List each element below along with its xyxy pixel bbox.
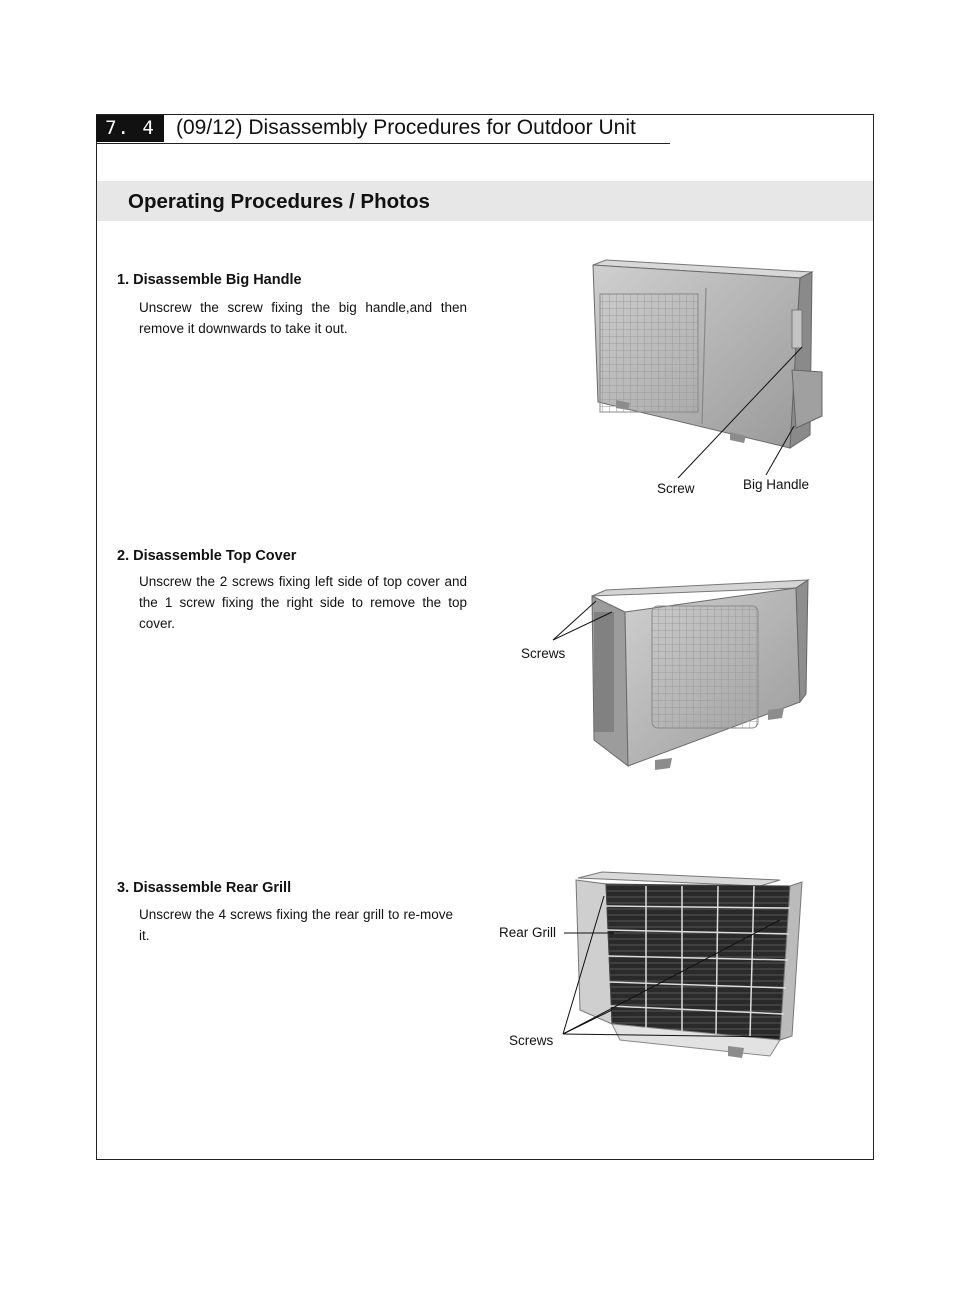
label-screw: Screw — [657, 481, 695, 496]
step-3-heading: 3. Disassemble Rear Grill — [117, 880, 292, 896]
step-3-text: Unscrew the 4 screws fixing the rear grill to re-move it. — [139, 907, 453, 943]
section-number-badge: 7. 4 — [96, 115, 164, 142]
label-screws-top-cover: Screws — [521, 646, 566, 661]
step-1-heading: 1. Disassemble Big Handle — [117, 272, 302, 288]
label-screws-rear-grill: Screws — [509, 1033, 554, 1048]
step-2-text: Unscrew the 2 screws fixing left side of top cover and the 1 screw fixing the right side to remove the top cover. — [139, 574, 467, 631]
section-title: (09/12) Disassembly Procedures for Outdoor Unit — [176, 116, 636, 139]
outdoor-unit-image-3 — [576, 872, 802, 1058]
procedures-band-title: Operating Procedures / Photos — [128, 190, 430, 213]
outdoor-unit-image-2 — [592, 580, 808, 770]
step-1-text: Unscrew the screw fixing the big handle,and then remove it downwards to take it out. — [139, 300, 467, 336]
step-2-heading: 2. Disassemble Top Cover — [117, 548, 297, 564]
label-rear-grill: Rear Grill — [499, 925, 557, 940]
outdoor-unit-image-1 — [593, 260, 822, 448]
label-big-handle: Big Handle — [743, 477, 810, 492]
